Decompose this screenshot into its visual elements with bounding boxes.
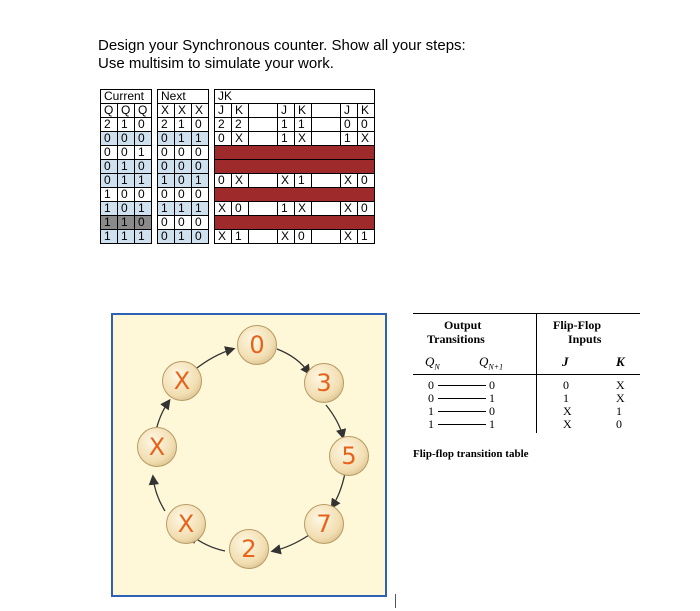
table-row: 0 1 0 0 0 0 (101, 160, 375, 174)
state-node: X (137, 427, 177, 467)
ff-header-output: Output (444, 318, 482, 332)
dont-care-bar (215, 146, 375, 160)
instruction-line-2: Use multisim to simulate your work. (98, 55, 334, 72)
ff-header-transitions: Transitions (427, 332, 485, 346)
state-node: 5 (329, 436, 369, 476)
group-next: Next (158, 90, 209, 104)
group-jk: JK (215, 90, 375, 104)
ff-sub-qn: $Q_N$ (425, 354, 440, 372)
header-row: 2 1 0 2 1 0 2 2 1 1 0 0 (101, 118, 375, 132)
state-node: X (162, 361, 202, 401)
state-diagram (111, 313, 387, 597)
state-node: 7 (304, 504, 344, 544)
ff-header-inputs: Inputs (568, 332, 602, 346)
ff-header-flipflop: Flip-Flop (553, 318, 602, 332)
table-row: 1 1 0 0 0 0 (101, 216, 375, 230)
table-row: 1 1 1 0 1 0 X 1 X 0 X 1 (101, 230, 375, 244)
dont-care-bar (215, 188, 375, 202)
table-row: 0 1 1 1 0 1 0 X X 1 X 0 (101, 174, 375, 188)
header-row: Q Q Q X X X J K J K J K (101, 104, 375, 118)
table-row: 0 0 1 0 0 0 (101, 146, 375, 160)
instruction-line-1: Design your Synchronous counter. Show all your steps: (98, 37, 466, 54)
state-node: 2 (229, 529, 269, 569)
state-node: 0 (237, 325, 277, 365)
state-node: 3 (304, 363, 344, 403)
text-cursor (395, 594, 396, 608)
ff-sub-qn1: $Q_{N+1}$ (479, 354, 504, 372)
ff-sub-j: J (562, 354, 569, 369)
table-row: 1 0 1 1 1 1 X 0 1 X X 0 (101, 202, 375, 216)
table-row: 0 0 0 0 1 1 0 X 1 X 1 X (101, 132, 375, 146)
ff-sub-k: K (616, 354, 625, 369)
table-row: 1 0 0 0 0 0 (101, 188, 375, 202)
state-node: X (166, 504, 206, 544)
ff-caption: Flip-flop transition table (413, 448, 529, 460)
dont-care-bar (215, 160, 375, 174)
group-current: Current (101, 90, 152, 104)
dont-care-bar (215, 216, 375, 230)
state-table (100, 89, 375, 244)
